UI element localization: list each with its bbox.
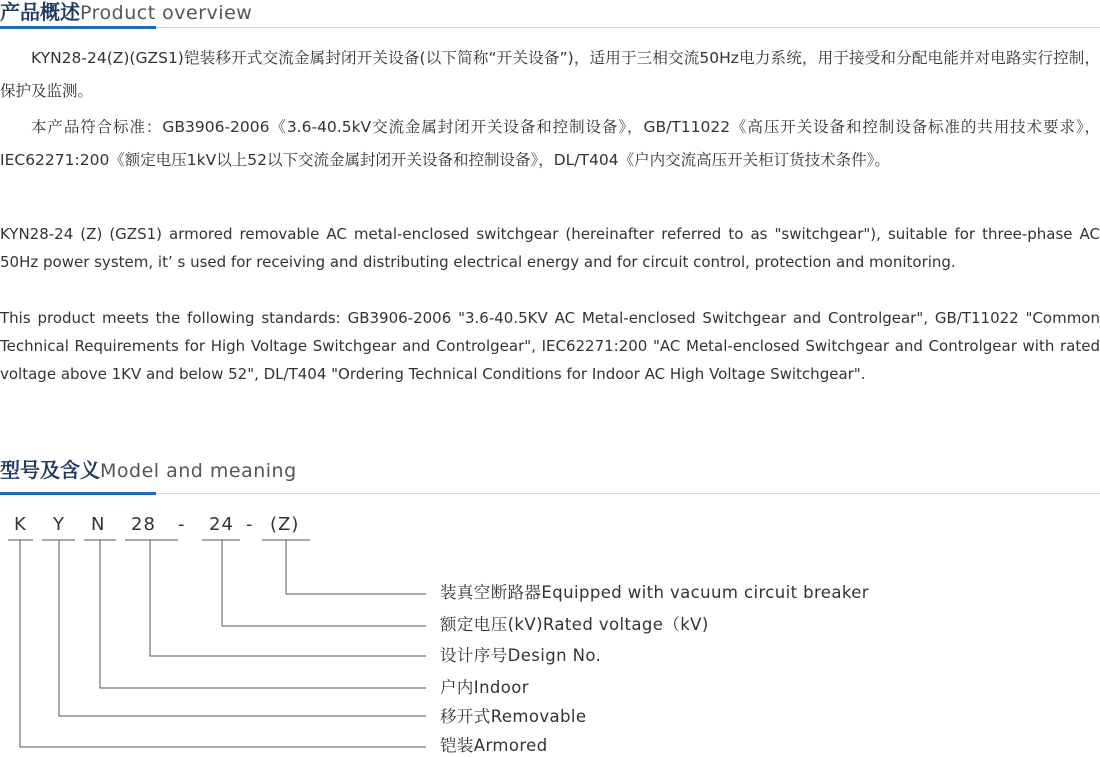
model-meaning-title-cn: 型号及含义 [0,458,100,482]
description-design-no: 设计序号Design No. [440,646,602,665]
description-removable: 移开式Removable [440,707,587,726]
leader-n [100,540,426,688]
product-overview-title-en: Product overview [80,2,253,24]
code-suffix-z: (Z) [270,514,300,535]
description-armored: 铠装Armored [440,736,548,755]
code-separator-2: - [246,514,253,535]
overview-paragraph-cn-2: 本产品符合标准：GB3906-2006《3.6-40.5kV交流金属封闭开关设备和控制设备》，GB/T11022《高压开关设备和控制设备标准的共用技术要求》，IEC62271:200《额定电压1kV以上52以下交流金属封闭开关设备和控制设备》，DL/T404《户内交流高压开关柜订货技术条件》。 [0,118,1100,169]
description-indoor: 户内Indoor [440,678,529,697]
model-meaning-title-en: Model and meaning [100,460,297,482]
overview-paragraph-en-2: This product meets the following standards: GB3906-2006 "3.6-40.5KV AC Metal-enclosed Switchgear and Controlgear", GB/T11022 "Common Technical Requirements for High Voltage Switchgear and Controlgear", IEC62271:200 "AC Metal-enclosed Switchgear and Controlgear with rated voltage above 1KV and below 52", DL/T404 "Ordering Technical Conditions for Indoor AC High Voltage Switchgear". [0,309,1100,383]
leader-y [59,540,426,716]
description-rated-voltage: 额定电压(kV)Rated voltage（kV) [440,615,709,634]
leader-z [286,540,426,594]
leader-28 [150,540,426,656]
leader-24 [222,540,426,626]
overview-paragraph-cn-1: KYN28-24(Z)(GZS1)铠装移开式交流金属封闭开关设备(以下简称“开关设备”)，适用于三相交流50Hz电力系统，用于接受和分配电能并对电路实行控制，保护及监测。 [0,49,1100,100]
code-letter-k: K [14,514,27,535]
code-separator-1: - [178,514,185,535]
overview-paragraph-en-1: KYN28-24 (Z) (GZS1) armored removable AC metal-enclosed switchgear (hereinafter referred to as "switchgear"), suitable for three-phase AC 50Hz power system, it’ s used for receiving and distributing electrical energy and for circuit control, protection and monitoring. [0,225,1100,271]
product-overview-title-cn: 产品概述 [0,0,80,24]
description-vacuum-breaker: 装真空断路器Equipped with vacuum circuit breaker [440,583,869,602]
code-number-24: 24 [209,514,234,535]
code-number-28: 28 [131,514,156,535]
code-letter-n: N [91,514,106,535]
code-letter-y: Y [53,514,65,535]
